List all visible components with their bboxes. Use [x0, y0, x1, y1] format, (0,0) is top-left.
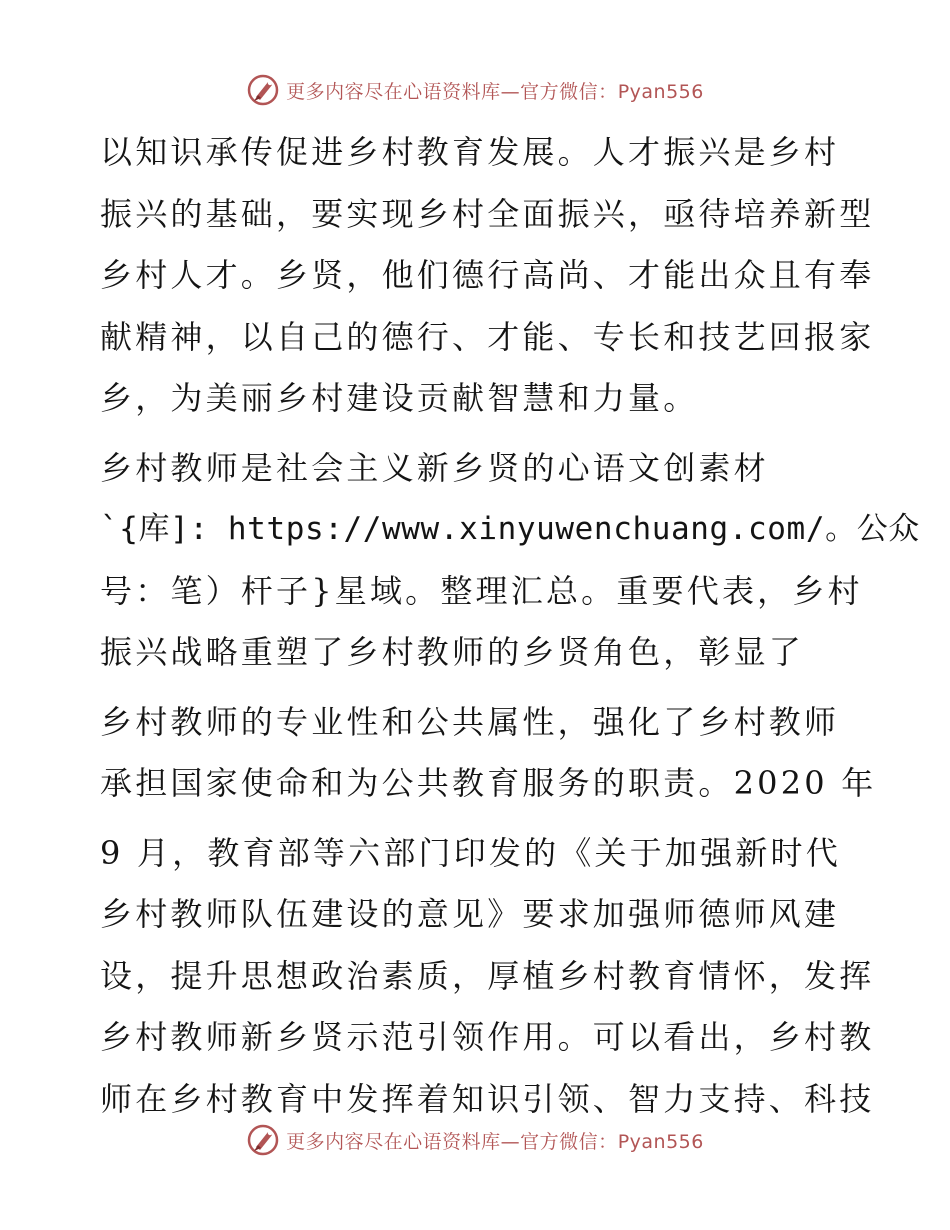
watermark-text	[286, 1127, 704, 1154]
paragraph	[100, 122, 875, 430]
text-line: 乡村教师是社会主义新乡贤的心语文创素材	[100, 448, 769, 487]
watermark-wechat-id: Pyan556	[617, 1130, 704, 1153]
text-line: 乡村教师的专业性和公共属性，强化了乡村教师	[100, 702, 840, 741]
text-line: 以知识承传促进乡村教育发展。人才振兴是乡村	[100, 133, 840, 171]
watermark-separator: —	[500, 1130, 521, 1153]
footer-watermark	[0, 1120, 950, 1160]
paragraph	[100, 823, 875, 1131]
text-line: 乡，为美丽乡村建设贡献智慧和力量。	[100, 379, 699, 417]
watermark-separator: —	[500, 80, 521, 103]
text-line: 9 月，教育部等六部门印发的《关于加强新时代	[100, 833, 841, 872]
watermark-wechat-id: Pyan556	[617, 80, 704, 103]
text-line: 乡村人才。乡贤，他们德行高尚、才能出众且有奉	[100, 256, 875, 294]
paragraph	[100, 692, 877, 815]
document-body	[100, 122, 920, 1130]
text-line: 承担国家使命和为公共教育服务的职责。2020 年	[100, 764, 877, 802]
text-line: 号：笔）杆子}星域。整理汇总。重要代表，乡村	[100, 571, 863, 610]
watermark-label: 官方微信：	[520, 80, 618, 103]
pen-logo-icon	[246, 1123, 280, 1157]
watermark-text	[286, 77, 704, 104]
header-watermark	[0, 70, 950, 110]
watermark-site-name: 更多内容尽在心语资料库	[286, 1130, 501, 1153]
text-line: 设，提升思想政治素质，厚植乡村教育情怀，发挥	[100, 956, 875, 995]
text-line: 乡村教师队伍建设的意见》要求加强师德师风建	[100, 895, 840, 933]
watermark-label: 官方微信：	[520, 1130, 618, 1153]
text-line-url: `{库]: https://www.xinyuwenchuang.com/。公众	[100, 511, 920, 547]
text-line: 振兴战略重塑了乡村教师的乡贤角色，彰显了	[100, 633, 805, 671]
text-line: 振兴的基础，要实现乡村全面振兴，亟待培养新型	[100, 194, 875, 233]
text-line: 师在乡村教育中发挥着知识引领、智力支持、科技	[100, 1079, 875, 1118]
paragraph	[100, 438, 920, 684]
text-line: 乡村教师新乡贤示范引领作用。可以看出，乡村教	[100, 1018, 875, 1056]
pen-logo-icon	[246, 73, 280, 107]
text-line: 献精神，以自己的德行、才能、专长和技艺回报家	[100, 317, 875, 356]
watermark-site-name: 更多内容尽在心语资料库	[286, 80, 501, 103]
